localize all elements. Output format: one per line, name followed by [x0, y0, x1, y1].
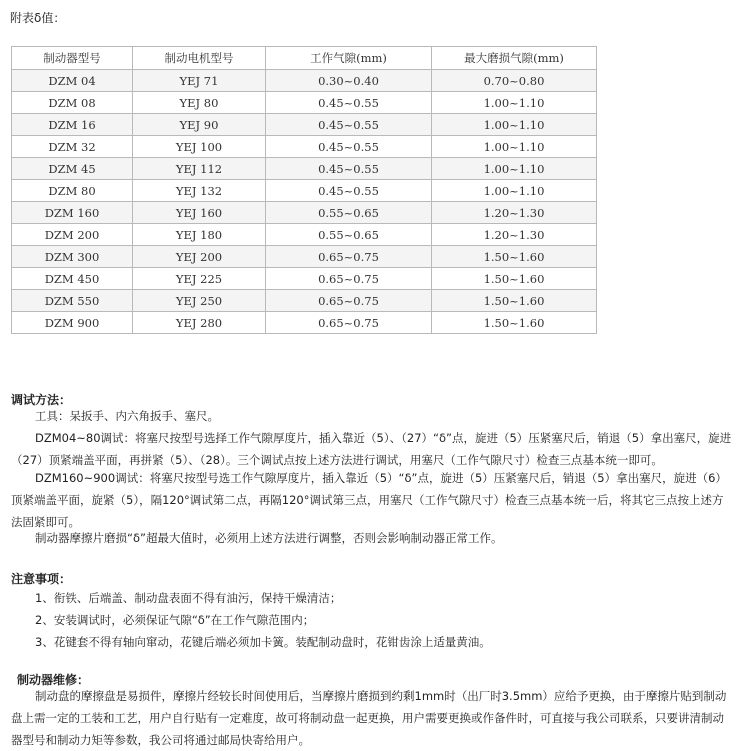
cell-brake-model: DZM 200	[12, 224, 133, 246]
debug-title: 调试方法：	[11, 393, 72, 407]
intro-text: 附表δ值：	[10, 11, 66, 25]
cell-brake-model: DZM 80	[12, 180, 133, 202]
cell-working-gap: 0.45~0.55	[266, 158, 432, 180]
note-item: 1、衔铁、后端盖、制动盘表面不得有油污，保持干燥清洁；	[35, 591, 342, 605]
cell-working-gap: 0.65~0.75	[266, 312, 432, 334]
cell-brake-model: DZM 45	[12, 158, 133, 180]
notes-title: 注意事项：	[11, 572, 72, 586]
cell-working-gap: 0.30~0.40	[266, 70, 432, 92]
cell-working-gap: 0.55~0.65	[266, 202, 432, 224]
cell-motor-model: YEJ 112	[133, 158, 266, 180]
cell-max-wear-gap: 1.50~1.60	[432, 268, 597, 290]
cell-working-gap: 0.65~0.75	[266, 290, 432, 312]
cell-brake-model: DZM 160	[12, 202, 133, 224]
cell-brake-model: DZM 900	[12, 312, 133, 334]
cell-working-gap: 0.45~0.55	[266, 114, 432, 136]
table-row	[12, 136, 597, 158]
cell-brake-model: DZM 300	[12, 246, 133, 268]
col-header-max-wear-gap: 最大磨损气隙(mm)	[432, 47, 597, 70]
table-row	[12, 114, 597, 136]
cell-brake-model: DZM 08	[12, 92, 133, 114]
cell-working-gap: 0.45~0.55	[266, 92, 432, 114]
cell-max-wear-gap: 1.00~1.10	[432, 92, 597, 114]
cell-working-gap: 0.45~0.55	[266, 136, 432, 158]
note-item: 2、安装调试时，必须保证气隙“δ”在工作气隙范围内；	[35, 613, 315, 627]
debug-para-3: 制动器摩擦片磨损“δ”超最大值时，必须用上述方法进行调整，否则会影响制动器正常工作。	[35, 531, 503, 545]
notes-list	[35, 587, 735, 653]
cell-brake-model: DZM 550	[12, 290, 133, 312]
table-row	[12, 158, 597, 180]
table-row	[12, 92, 597, 114]
gap-table	[11, 46, 597, 334]
cell-working-gap: 0.65~0.75	[266, 268, 432, 290]
cell-max-wear-gap: 1.20~1.30	[432, 202, 597, 224]
cell-max-wear-gap: 1.00~1.10	[432, 158, 597, 180]
cell-motor-model: YEJ 180	[133, 224, 266, 246]
table-row	[12, 70, 597, 92]
note-item: 3、花键套不得有轴向窜动，花键后端必须加卡簧。装配制动盘时，花钳齿涂上适量黄油。	[35, 635, 491, 649]
table-row	[12, 312, 597, 334]
cell-motor-model: YEJ 90	[133, 114, 266, 136]
cell-max-wear-gap: 1.00~1.10	[432, 180, 597, 202]
cell-max-wear-gap: 1.50~1.60	[432, 246, 597, 268]
debug-para-2: DZM160~900调试：将塞尺按型号选工作气隙厚度片，插入靠近（5）“δ”点，旋进（5）压紧塞尺后，销退（5）拿出塞尺，旋进（6）顶紧端盖平面，旋紧（5），隔120°调试第二点，再隔120°调试第三点，用塞尺（工作气隙尺寸）检查三点基本统一后，将其它三点按上述方法固紧即可。	[11, 471, 727, 529]
table-row	[12, 202, 597, 224]
table-row	[12, 246, 597, 268]
cell-working-gap: 0.45~0.55	[266, 180, 432, 202]
cell-motor-model: YEJ 160	[133, 202, 266, 224]
cell-motor-model: YEJ 80	[133, 92, 266, 114]
col-header-motor-model: 制动电机型号	[133, 47, 266, 70]
cell-max-wear-gap: 1.00~1.10	[432, 136, 597, 158]
maint-title: 制动器维修：	[17, 673, 90, 687]
table-row	[12, 290, 597, 312]
cell-max-wear-gap: 1.50~1.60	[432, 312, 597, 334]
table-row	[12, 180, 597, 202]
table-row	[12, 224, 597, 246]
cell-brake-model: DZM 32	[12, 136, 133, 158]
cell-working-gap: 0.55~0.65	[266, 224, 432, 246]
cell-motor-model: YEJ 71	[133, 70, 266, 92]
cell-max-wear-gap: 1.00~1.10	[432, 114, 597, 136]
cell-max-wear-gap: 1.50~1.60	[432, 290, 597, 312]
cell-motor-model: YEJ 250	[133, 290, 266, 312]
cell-max-wear-gap: 0.70~0.80	[432, 70, 597, 92]
cell-max-wear-gap: 1.20~1.30	[432, 224, 597, 246]
maint-para: 制动盘的摩擦盘是易损件，摩擦片经较长时间使用后，当摩擦片磨损到约剩1mm时（出厂时3.5mm）应给予更换，由于摩擦片贴到制动盘上需一定的工装和工艺，用户自行贴有一定难度，故可将制动盘一起更换，用户需要更换或作备件时，可直接与我公司联系，只要讲清制动器型号和制动力矩等参数，我公司将通过邮局快寄给用户。	[11, 689, 727, 747]
cell-brake-model: DZM 16	[12, 114, 133, 136]
col-header-brake-model: 制动器型号	[12, 47, 133, 70]
cell-brake-model: DZM 450	[12, 268, 133, 290]
col-header-working-gap: 工作气隙(mm)	[266, 47, 432, 70]
table-header-row	[12, 47, 597, 70]
cell-motor-model: YEJ 200	[133, 246, 266, 268]
cell-motor-model: YEJ 225	[133, 268, 266, 290]
cell-motor-model: YEJ 132	[133, 180, 266, 202]
debug-para-1: DZM04~80调试：将塞尺按型号选择工作气隙厚度片，插入靠近（5）、（27）“δ”点，旋进（5）压紧塞尺后，销退（5）拿出塞尺，旋进（27）顶紧端盖平面，再拼紧（5）、（28）。三个调试点按上述方法进行调试，用塞尺（工作气隙尺寸）检查三点基本统一即可。	[11, 431, 732, 467]
debug-tools: 工具：呆扳手、内六角扳手、塞尺。	[35, 409, 219, 423]
table-row	[12, 268, 597, 290]
cell-motor-model: YEJ 280	[133, 312, 266, 334]
cell-brake-model: DZM 04	[12, 70, 133, 92]
cell-motor-model: YEJ 100	[133, 136, 266, 158]
cell-working-gap: 0.65~0.75	[266, 246, 432, 268]
